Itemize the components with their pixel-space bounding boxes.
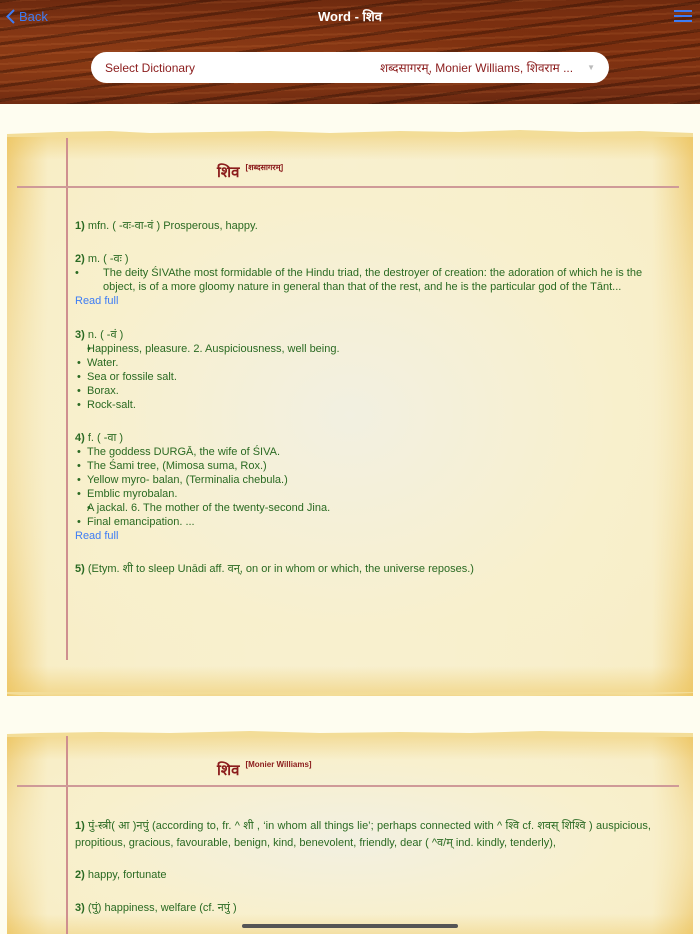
entry xyxy=(75,328,653,412)
entry xyxy=(75,252,653,308)
list-item: • The deity ŚIVAthe most formidable of the Hindu triad, the destroyer of creation: the adoration of which he is the object, is of a more gloomy nature in general than that of the rest, and he is the particular god of the Tānt... xyxy=(75,266,653,294)
read-full-link[interactable]: Read full xyxy=(75,530,119,542)
list-item: • Yellow myro- balan, (Terminalia chebula.) xyxy=(77,473,343,487)
entry xyxy=(75,868,651,882)
entry-number: 2) xyxy=(75,253,85,265)
entry xyxy=(75,562,653,576)
card-content xyxy=(75,818,651,934)
home-indicator xyxy=(242,924,458,928)
dictionary-card-shabdasagaram xyxy=(7,134,693,696)
entry-number: 3) xyxy=(75,329,85,341)
entry xyxy=(75,818,651,852)
dictionary-name: [शब्दसागरम्] xyxy=(245,163,284,172)
entry-number: 3) xyxy=(75,902,85,914)
margin-line-vertical xyxy=(66,736,68,934)
list-item: • A jackal. 6. The mother of the twenty-second Jina. xyxy=(77,501,343,515)
card-heading xyxy=(217,760,312,780)
chevron-down-icon: ▼ xyxy=(587,63,595,72)
back-label: Back xyxy=(19,8,48,24)
entry-number: 1) xyxy=(75,220,85,232)
card-content xyxy=(75,219,653,595)
list-item: • Happiness, pleasure. 2. Auspiciousness, well being. xyxy=(77,342,343,356)
entry-number: 1) xyxy=(75,820,85,832)
read-full-link[interactable]: Read full xyxy=(75,295,119,307)
list-item: • Rock-salt. xyxy=(77,398,343,412)
entry-text: happy, fortunate xyxy=(84,869,167,881)
entry xyxy=(75,219,653,233)
dictionary-card-monier-williams xyxy=(7,734,693,934)
list-item: • Borax. xyxy=(77,384,343,398)
entry-text: n. ( -वं ) xyxy=(84,329,124,341)
list-item: • Emblic myrobalan. xyxy=(77,487,343,501)
torn-edge xyxy=(0,729,700,737)
entry-text: m. ( -वः ) xyxy=(84,253,129,265)
entry-number: 4) xyxy=(75,432,85,444)
torn-edge xyxy=(0,692,700,700)
list-item: • The goddess DURGĀ, the wife of ŚIVA. xyxy=(77,445,343,459)
page-title: Word - शिव xyxy=(318,9,382,24)
margin-line-horizontal xyxy=(17,186,679,188)
list-item: • Final emancipation. ... xyxy=(77,515,343,529)
headword: शिव xyxy=(217,762,240,779)
entry-text: (Etym. शी to sleep Unādi aff. वन्, on or in whom or which, the universe reposes.) xyxy=(84,563,474,575)
dictionary-name: [Monier Williams] xyxy=(245,760,312,769)
entry-number: 2) xyxy=(75,869,85,881)
card-heading xyxy=(217,162,283,182)
torn-edge xyxy=(0,129,700,137)
entry-text: f. ( -वा ) xyxy=(84,432,124,444)
entry-text: mfn. ( -वः-वा-वं ) Prosperous, happy. xyxy=(84,220,258,232)
list-item: • The Śami tree, (Mimosa suma, Rox.) xyxy=(77,459,343,473)
dictionary-select-label: Select Dictionary xyxy=(105,60,196,75)
hamburger-menu-icon[interactable] xyxy=(674,10,692,22)
entry xyxy=(75,431,653,543)
dictionary-select[interactable] xyxy=(91,52,609,83)
margin-line-horizontal xyxy=(17,785,679,787)
list-item: • Water. xyxy=(77,356,343,370)
entry-text: पुं-स्त्री( आ )नपुं (according to, fr. ^ शी , ‘in whom all things lie’; perhaps connected with ^ श्वि cf. शवस् शिश्वि ) auspicious, propitious, gracious, favourable, benign, kind, benevolent, friendly, dear ( ^व/म् ind. kindly, tenderly), xyxy=(75,820,651,849)
margin-line-vertical xyxy=(66,138,68,660)
list-item: • Sea or fossile salt. xyxy=(77,370,343,384)
entry xyxy=(75,901,651,915)
header-bar xyxy=(0,0,700,104)
entry-number: 5) xyxy=(75,563,85,575)
entry-text: (पुं) happiness, welfare (cf. नपुं ) xyxy=(84,902,237,914)
dictionary-select-value: शब्दसागरम्, Monier Williams, शिवराम ... xyxy=(380,61,574,75)
headword: शिव xyxy=(217,164,240,181)
